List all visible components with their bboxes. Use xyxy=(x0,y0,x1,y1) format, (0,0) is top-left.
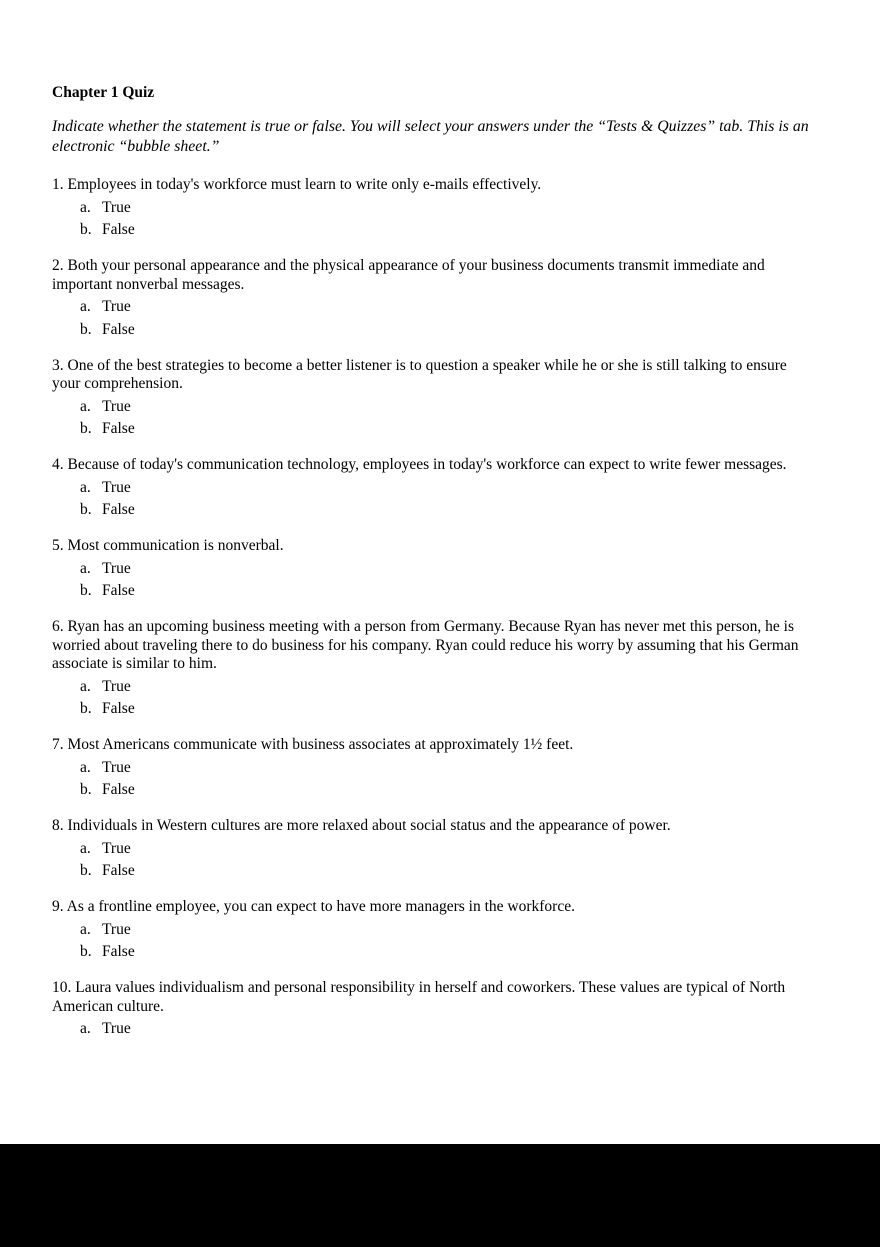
option-label: a. xyxy=(80,198,91,216)
option-text: False xyxy=(102,320,135,338)
option-text: False xyxy=(102,501,135,518)
option xyxy=(52,398,816,417)
question-text: Because of today's communication technology, employees in today's workforce can expect to write fewer messages. xyxy=(67,456,787,473)
question-text: Both your personal appearance and the physical appearance of your business documents transmit immediate and important nonverbal messages. xyxy=(52,257,765,293)
option-text: False xyxy=(102,781,135,798)
option xyxy=(52,700,816,719)
question-options xyxy=(52,921,816,962)
option-text: True xyxy=(102,397,131,415)
question-statement xyxy=(52,357,816,394)
question-statement xyxy=(52,618,816,674)
option-text: True xyxy=(102,920,131,938)
option-text: True xyxy=(102,478,131,496)
option-label: b. xyxy=(80,221,92,238)
question xyxy=(52,357,816,439)
option-text: True xyxy=(102,298,131,315)
question-statement xyxy=(52,257,816,294)
question-text: Individuals in Western cultures are more relaxed about social status and the appearance of power. xyxy=(67,817,671,834)
option-text: True xyxy=(102,1020,131,1037)
option-label: b. xyxy=(80,862,92,879)
question-text: Employees in today's workforce must learn to write only e-mails effectively. xyxy=(67,176,542,193)
option-label: a. xyxy=(80,677,91,695)
option xyxy=(52,678,816,697)
question-options xyxy=(52,678,816,719)
question-number: 1. xyxy=(52,176,64,193)
question xyxy=(52,979,816,1039)
question-text: Most Americans communicate with business associates at approximately 1½ feet. xyxy=(67,736,574,753)
question-text: Laura values individualism and personal responsibility in herself and coworkers. These values are typical of North American culture. xyxy=(52,979,786,1015)
quiz-instructions: Indicate whether the statement is true or false. You will select your answers under the “Tests & Quizzes” tab. This is an electronic “bubble sheet.” xyxy=(52,118,809,155)
option-text: True xyxy=(102,677,131,695)
question-number: 3. xyxy=(52,356,64,374)
question-statement xyxy=(52,736,816,755)
questions-list xyxy=(52,176,816,1039)
option-text: True xyxy=(102,559,131,577)
question-statement xyxy=(52,456,816,475)
option-text: False xyxy=(102,221,135,238)
option-label: b. xyxy=(80,943,92,960)
option-label: a. xyxy=(80,839,91,857)
question-number: 7. xyxy=(52,736,64,753)
option-text: False xyxy=(102,943,135,960)
option-text: False xyxy=(102,582,135,599)
question-number: 2. xyxy=(52,257,64,274)
option xyxy=(52,921,816,940)
question-number: 10. xyxy=(52,979,72,996)
option-label: b. xyxy=(80,781,92,798)
option xyxy=(52,479,816,498)
option xyxy=(52,1020,816,1039)
question-statement xyxy=(52,898,816,917)
option-label: b. xyxy=(80,320,92,338)
option xyxy=(52,321,816,340)
question xyxy=(52,537,816,601)
option-label: b. xyxy=(80,420,92,437)
question-statement xyxy=(52,979,816,1016)
option xyxy=(52,759,816,778)
question xyxy=(52,257,816,339)
question xyxy=(52,456,816,520)
option-label: a. xyxy=(80,478,91,496)
question-number: 8. xyxy=(52,817,64,834)
question-options xyxy=(52,398,816,439)
question xyxy=(52,176,816,240)
option xyxy=(52,582,816,601)
option-label: a. xyxy=(80,758,91,776)
option-text: False xyxy=(102,420,135,437)
option xyxy=(52,781,816,800)
option xyxy=(52,840,816,859)
question-statement xyxy=(52,817,816,836)
option xyxy=(52,862,816,881)
option-label: b. xyxy=(80,582,92,599)
option-label: a. xyxy=(80,298,91,315)
page-title: Chapter 1 Quiz xyxy=(52,84,155,101)
option xyxy=(52,221,816,240)
question-options xyxy=(52,759,816,800)
question-number: 9. xyxy=(52,898,64,915)
question xyxy=(52,618,816,719)
option xyxy=(52,420,816,439)
question-statement xyxy=(52,176,816,195)
option-text: False xyxy=(102,700,135,717)
option-label: a. xyxy=(80,920,91,938)
question-options xyxy=(52,199,816,240)
question-text: One of the best strategies to become a better listener is to question a speaker while he or she is still talking to ensure your comprehension. xyxy=(52,356,787,392)
question xyxy=(52,736,816,800)
option-text: True xyxy=(102,839,131,857)
question-number: 6. xyxy=(52,618,64,635)
letterbox-bar xyxy=(0,1144,880,1247)
question-text: As a frontline employee, you can expect to have more managers in the workforce. xyxy=(66,898,575,915)
question-number: 4. xyxy=(52,456,64,473)
question-options xyxy=(52,560,816,601)
option xyxy=(52,560,816,579)
question-options xyxy=(52,479,816,520)
question-text: Ryan has an upcoming business meeting with a person from Germany. Because Ryan has never met this person, he is worried about traveling there to do business for his company. Ryan could reduce his worry by assuming that his German associate is similar to him. xyxy=(52,618,799,672)
option xyxy=(52,943,816,962)
option xyxy=(52,298,816,317)
option-label: a. xyxy=(80,1020,91,1037)
option-text: False xyxy=(102,862,135,879)
option xyxy=(52,501,816,520)
option xyxy=(52,199,816,218)
question-statement xyxy=(52,537,816,556)
question-options xyxy=(52,298,816,339)
question-number: 5. xyxy=(52,537,64,554)
option-label: b. xyxy=(80,700,92,717)
question-options xyxy=(52,1020,816,1039)
question xyxy=(52,898,816,962)
option-text: True xyxy=(102,198,131,216)
question-options xyxy=(52,840,816,881)
option-label: a. xyxy=(80,559,91,577)
option-text: True xyxy=(102,758,131,776)
question-text: Most communication is nonverbal. xyxy=(67,537,284,554)
option-label: a. xyxy=(80,397,91,415)
question xyxy=(52,817,816,881)
option-label: b. xyxy=(80,501,92,518)
